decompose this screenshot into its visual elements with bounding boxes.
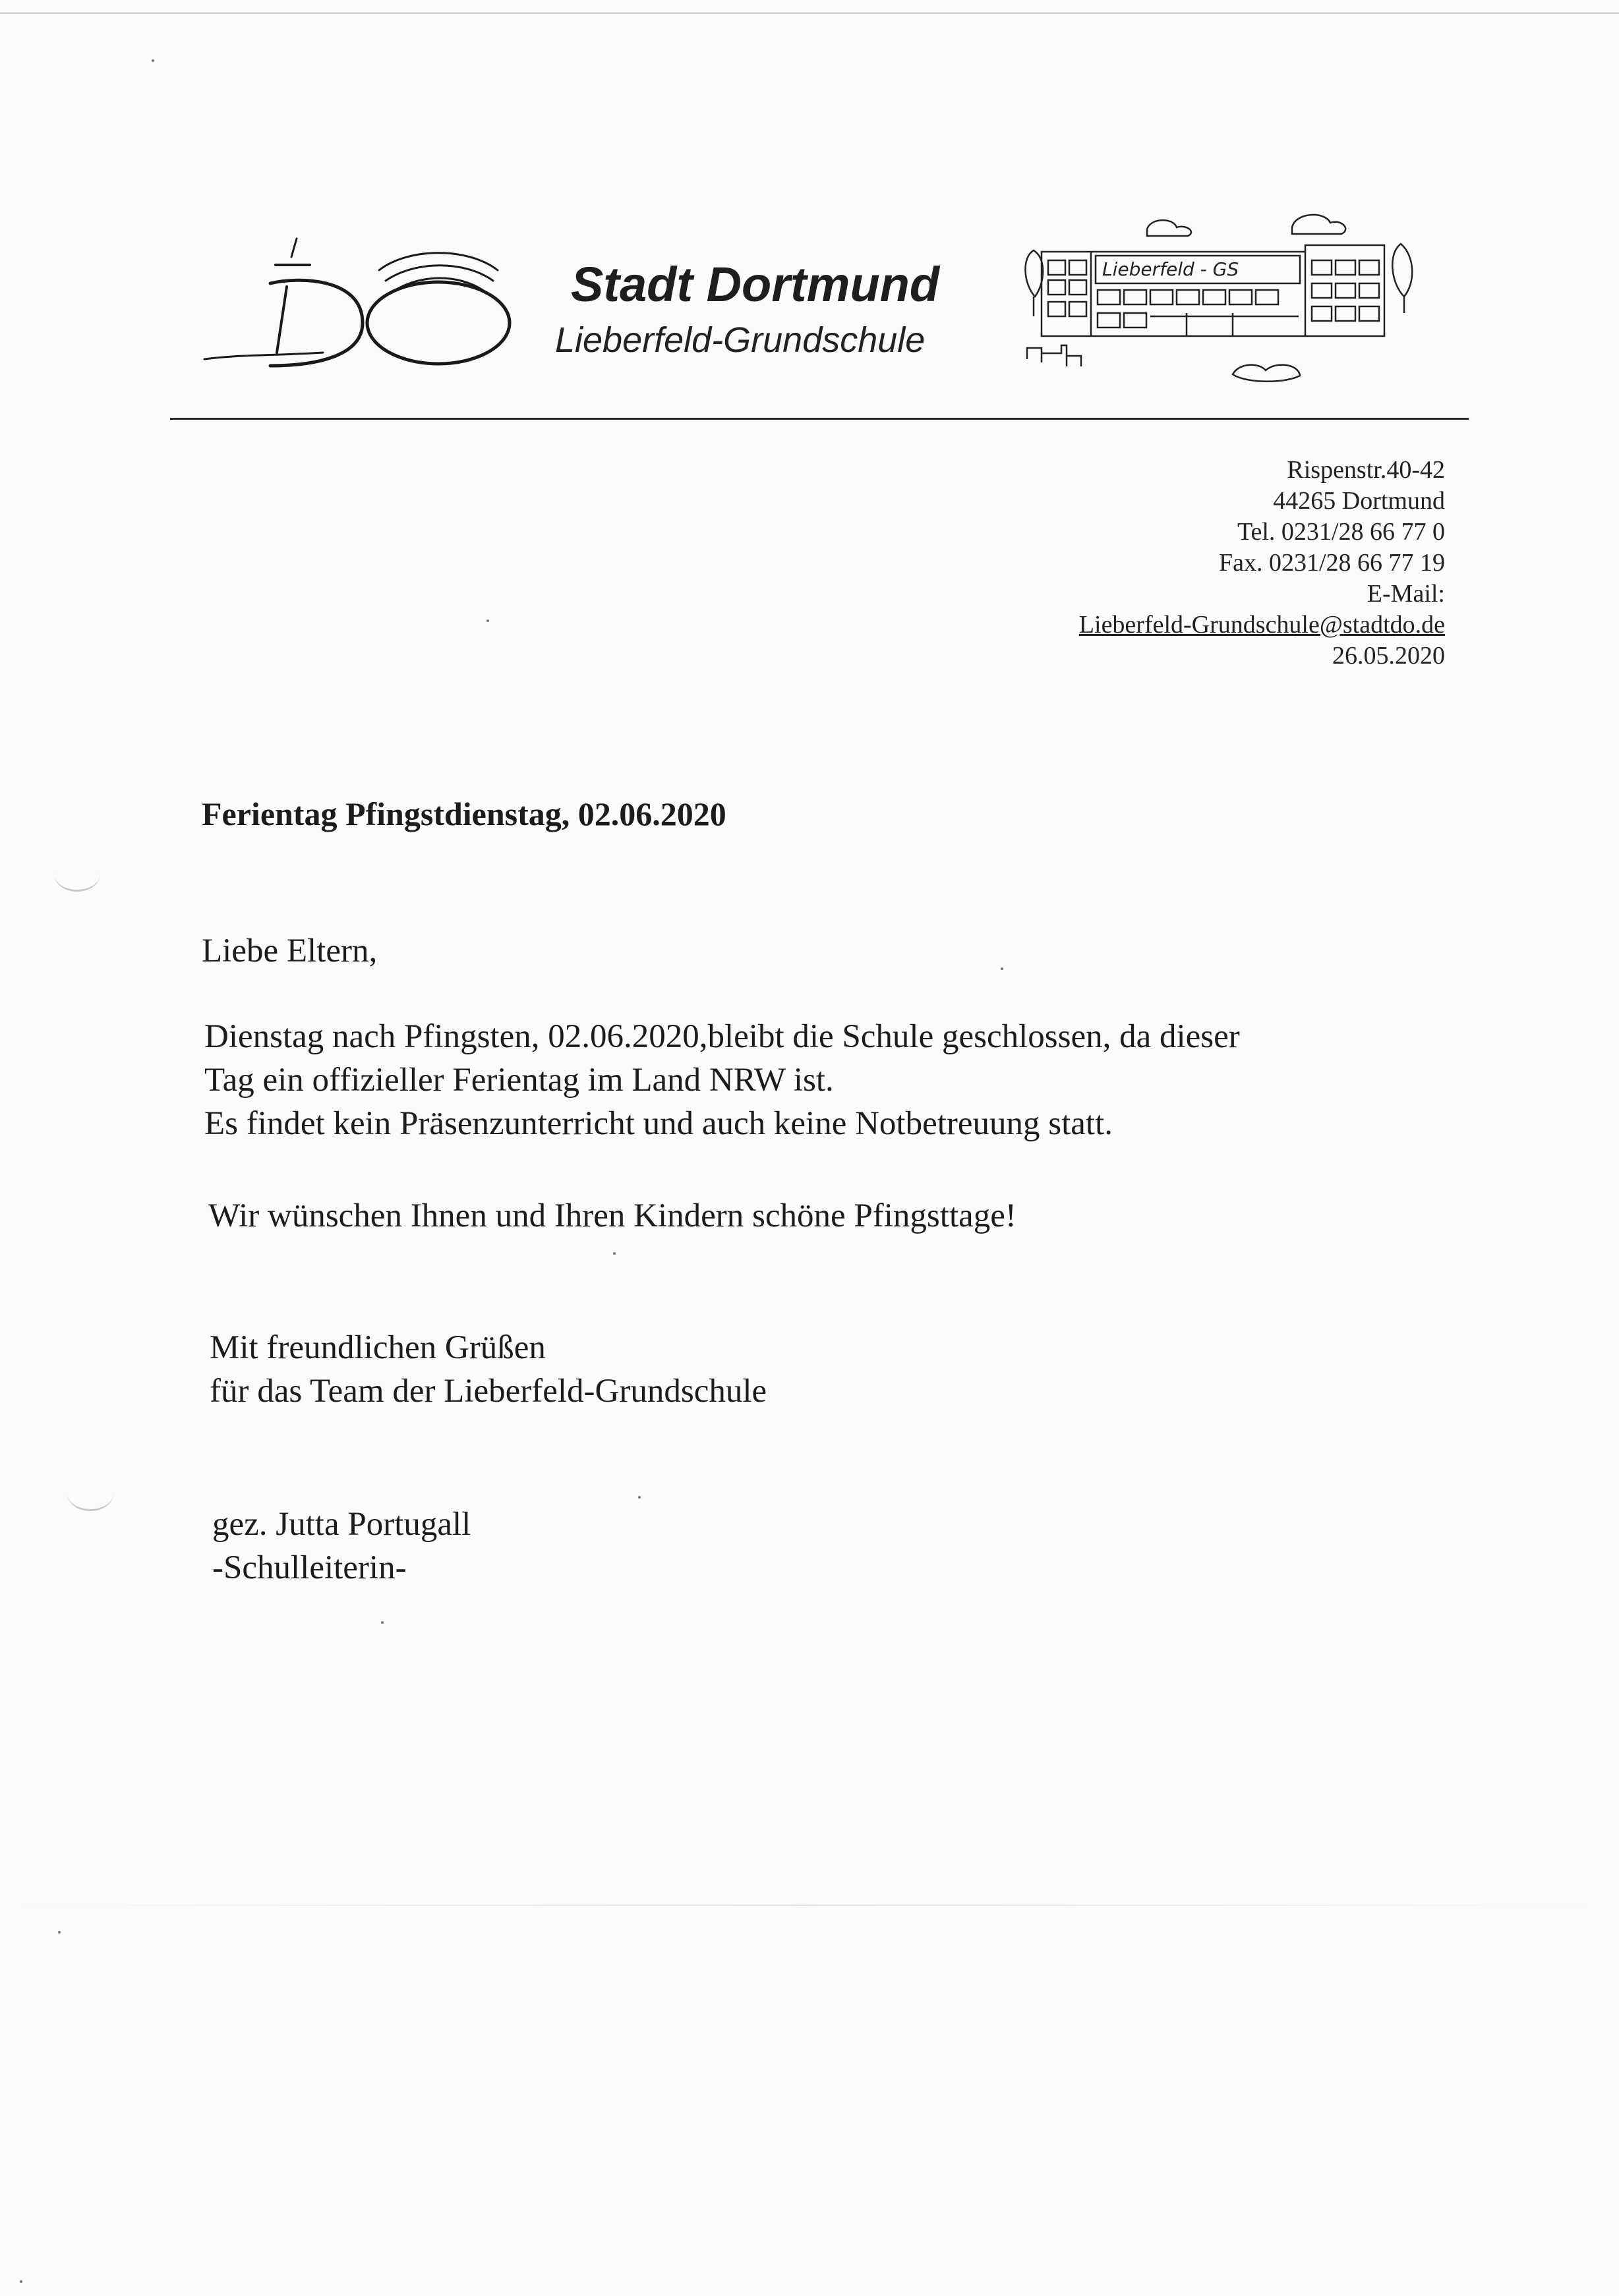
scan-speck [58, 1931, 61, 1934]
wishes-line: Wir wünschen Ihnen und Ihren Kindern schöne Pfingsttage! [208, 1197, 1016, 1234]
address-street: Rispenstr.40-42 [1287, 456, 1445, 484]
address-fax: Fax. 0231/28 66 77 19 [1218, 549, 1445, 577]
scan-speck [152, 59, 154, 62]
dortmund-do-logo-icon [198, 231, 514, 376]
closing-line: Mit freundlichen Grüßen [210, 1329, 546, 1366]
letter-subject: Ferientag Pfingstdienstag, 02.06.2020 [202, 795, 726, 832]
scan-speck [381, 1621, 384, 1624]
body-paragraph [204, 1015, 1240, 1145]
address-email-label: E-Mail: [1367, 580, 1445, 608]
signature-name: gez. Jutta Portugall [212, 1506, 471, 1543]
scan-speck [20, 2280, 22, 2283]
closing-line: für das Team der Lieberfeld-Grundschule [210, 1373, 767, 1410]
address-block [1079, 455, 1445, 672]
school-drawing-sign: Lieberfeld - GS [1102, 258, 1239, 280]
email-link[interactable]: Lieberfeld-Grundschule@stadtdo.de [1078, 611, 1445, 639]
body-line: Dienstag nach Pfingsten, 02.06.2020,bleibt die Schule geschlossen, da dieser [204, 1018, 1240, 1055]
scan-top-edge [0, 12, 1619, 14]
body-line: Tag ein offizieller Ferientag im Land NRW ist. [204, 1062, 834, 1099]
scan-speck [613, 1252, 616, 1255]
address-city: 44265 Dortmund [1273, 487, 1445, 515]
body-line: Es findet kein Präsenzunterricht und auch keine Notbetreuung statt. [204, 1105, 1113, 1142]
punch-mark [54, 857, 100, 892]
scan-speck [1001, 967, 1003, 970]
scan-speck [638, 1496, 641, 1499]
letter-date: 26.05.2020 [1332, 642, 1445, 670]
punch-mark [67, 1476, 113, 1511]
signature [212, 1503, 471, 1590]
scan-speck [486, 619, 489, 622]
salutation: Liebe Eltern, [202, 933, 378, 969]
closing [210, 1326, 767, 1413]
address-tel: Tel. 0231/28 66 77 0 [1237, 518, 1445, 546]
signature-role: -Schulleiterin- [212, 1549, 407, 1586]
school-building-drawing-icon [1015, 198, 1424, 395]
scan-fold-line [13, 1905, 1595, 1906]
school-name: Lieberfeld-Grundschule [555, 320, 926, 360]
city-name: Stadt Dortmund [571, 257, 940, 312]
header-divider [170, 418, 1469, 420]
